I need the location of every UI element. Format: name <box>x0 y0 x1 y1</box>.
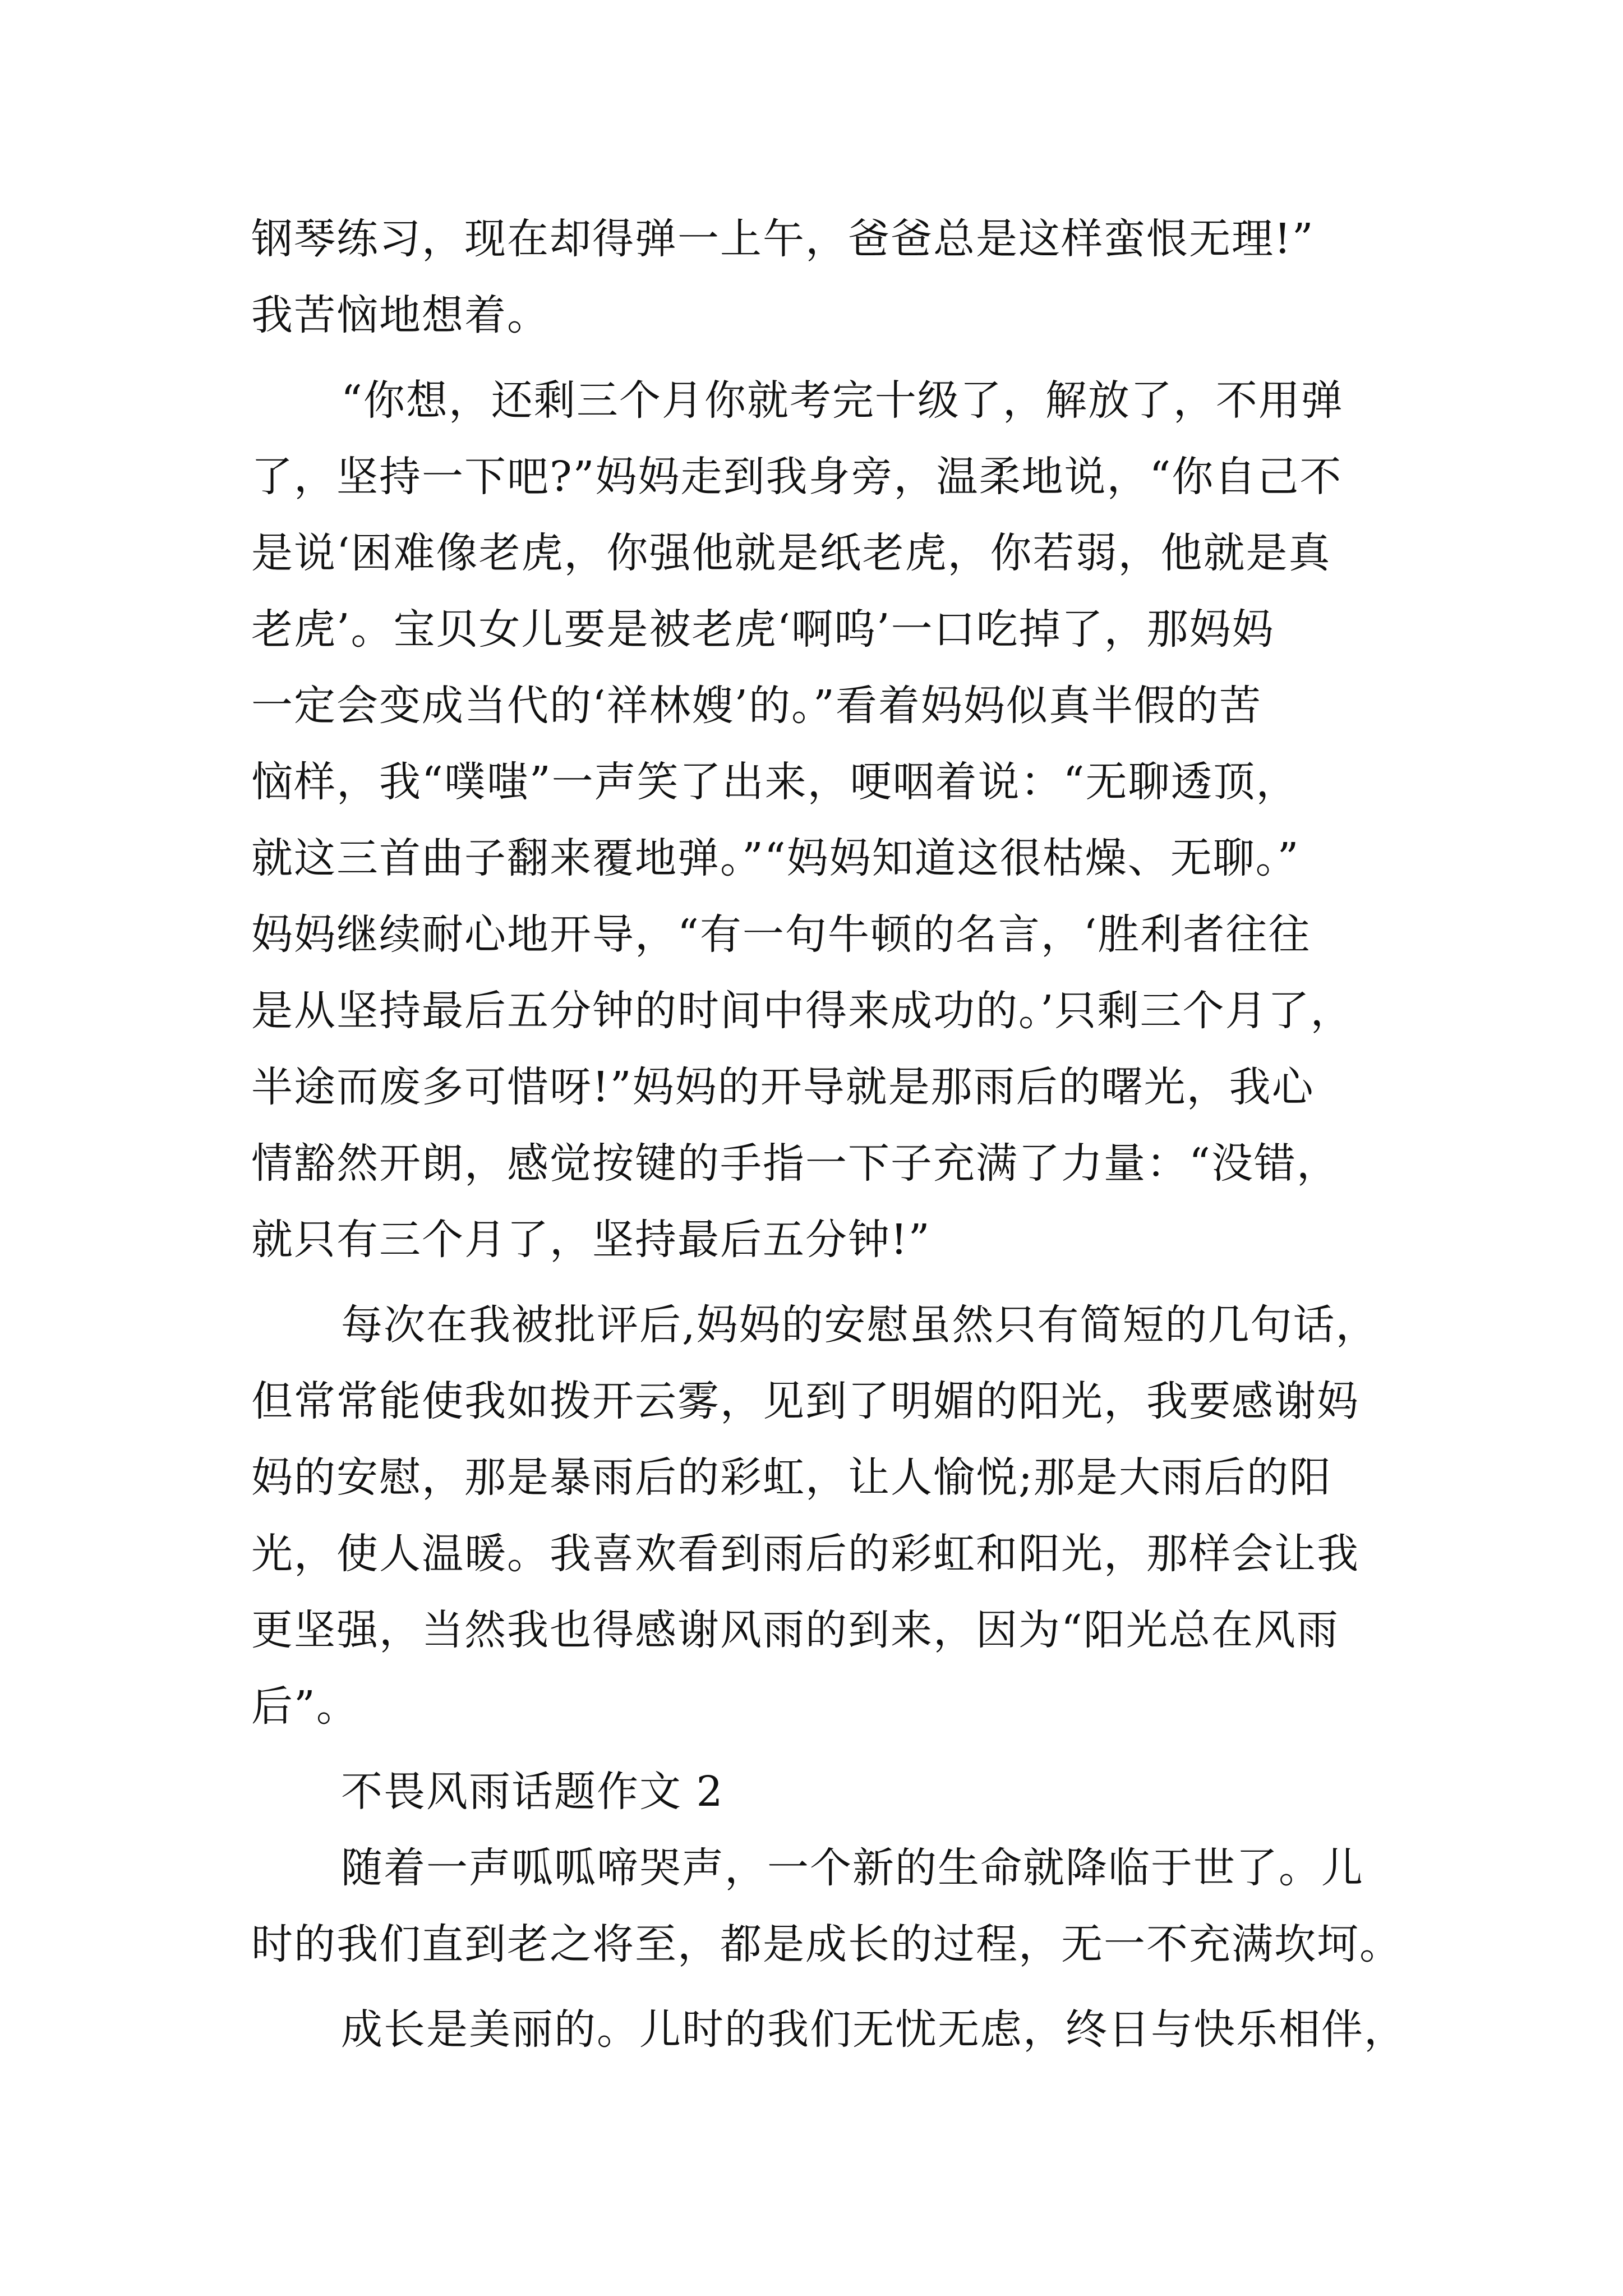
text-line: 钢琴练习，现在却得弹一上午，爸爸总是这样蛮恨无理!” <box>251 215 1315 263</box>
document-body <box>251 201 1407 2068</box>
text-line: 就这三首曲子翻来覆地弹。”“妈妈知道这很枯燥、无聊。” <box>251 834 1300 882</box>
text-line: 情豁然开朗，感觉按键的手指一下子充满了力量：“没错， <box>251 1139 1339 1188</box>
text-line: 是从坚持最后五分钟的时间中得来成功的。’只剩三个月了， <box>251 987 1353 1035</box>
text-line: 后”。 <box>251 1682 359 1731</box>
text-line: 随着一声呱呱啼哭声，一个新的生命就降临于世了。儿 <box>341 1844 1364 1892</box>
text-line: 妈妈继续耐心地开导，“有一句牛顿的名言，‘胜利者往往 <box>251 910 1311 959</box>
text-line: 就只有三个月了，坚持最后五分钟!” <box>251 1216 931 1264</box>
text-line: 一定会变成当代的‘祥林嫂’的。”看着妈妈似真半假的苦 <box>251 682 1262 730</box>
text-line: 老虎’。宝贝女儿要是被老虎‘啊呜’一口吃掉了，那妈妈 <box>251 605 1275 654</box>
text-line: 是说‘困难像老虎，你强他就是纸老虎，你若弱，他就是真 <box>251 529 1331 577</box>
text-line: 时的我们直到老之将至，都是成长的过程，无一不充满坎坷。 <box>251 1920 1402 1968</box>
text-line: 光，使人温暖。我喜欢看到雨后的彩虹和阳光，那样会让我 <box>251 1530 1359 1578</box>
text-line: 妈的安慰，那是暴雨后的彩虹，让人愉悦;那是大雨后的阳 <box>251 1453 1332 1502</box>
text-line: 恼样，我“噗嗤”一声笑了出来，哽咽着说：“无聊透顶， <box>251 758 1299 806</box>
text-line: “你想，还剩三个月你就考完十级了，解放了，不用弹 <box>341 376 1344 425</box>
text-line: 我苦恼地想着。 <box>251 291 550 339</box>
text-line: 半途而废多可惜呀!”妈妈的开导就是那雨后的曙光，我心 <box>251 1063 1315 1111</box>
text-line: 但常常能使我如拨开云雾，见到了明媚的阳光，我要感谢妈 <box>251 1377 1359 1425</box>
text-line: 成长是美丽的。儿时的我们无忧无虑，终日与快乐相伴， <box>341 2005 1407 2054</box>
section-heading: 不畏风雨话题作文 2 <box>341 1768 724 1816</box>
text-line: 了，坚持一下吧?”妈妈走到我身旁，温柔地说，“你自己不 <box>251 453 1343 501</box>
text-line: 每次在我被批评后,妈妈的安慰虽然只有简短的几句话， <box>341 1301 1378 1349</box>
text-line: 更坚强，当然我也得感谢风雨的到来，因为“阳光总在风雨 <box>251 1606 1339 1654</box>
